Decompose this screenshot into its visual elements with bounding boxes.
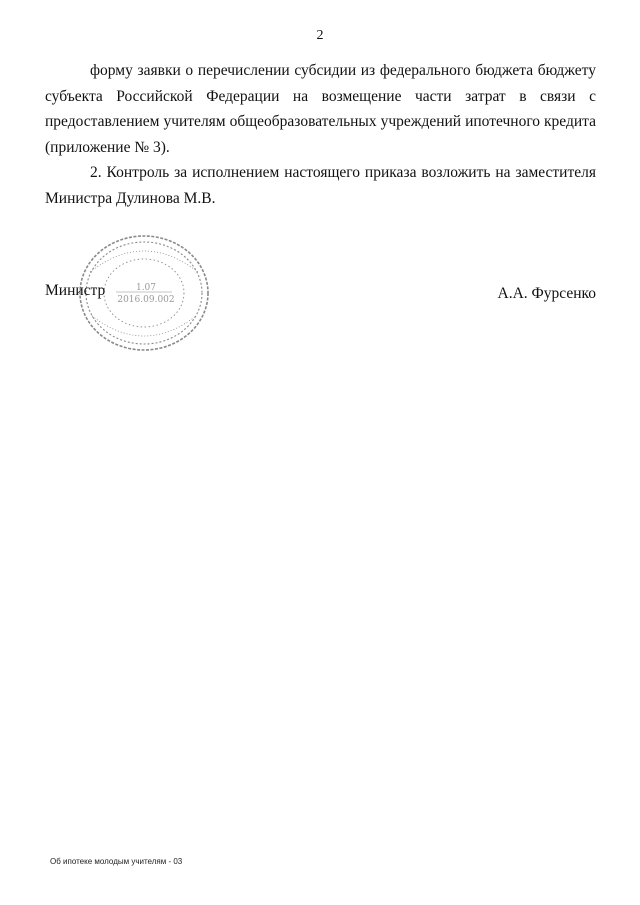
seal-text-top: 1.07 [135,283,157,293]
footer-filename: Об ипотеке молодым учителям - 03 [50,857,183,866]
document-body [45,58,596,211]
paragraph-control: 2. Контроль за исполнением настоящего приказа возложить на заместителя Министра Дулинова М.В. [45,164,596,207]
signatory-title: Министр [45,282,106,299]
page-number: 2 [316,28,324,43]
signatory-name: А.А. Фурсенко [497,285,596,302]
seal-text-bottom: 2016.09.002 [117,295,175,305]
paragraph-continued: форму заявки о перечислении субсидии из федерального бюджета бюджету субъекта Российской Федерации на возмещение части затрат в связи с предоставлением учителям общеобразовательных учреждений ипотечного кредита (приложение № 3). [45,62,596,156]
signature-block [45,282,596,306]
